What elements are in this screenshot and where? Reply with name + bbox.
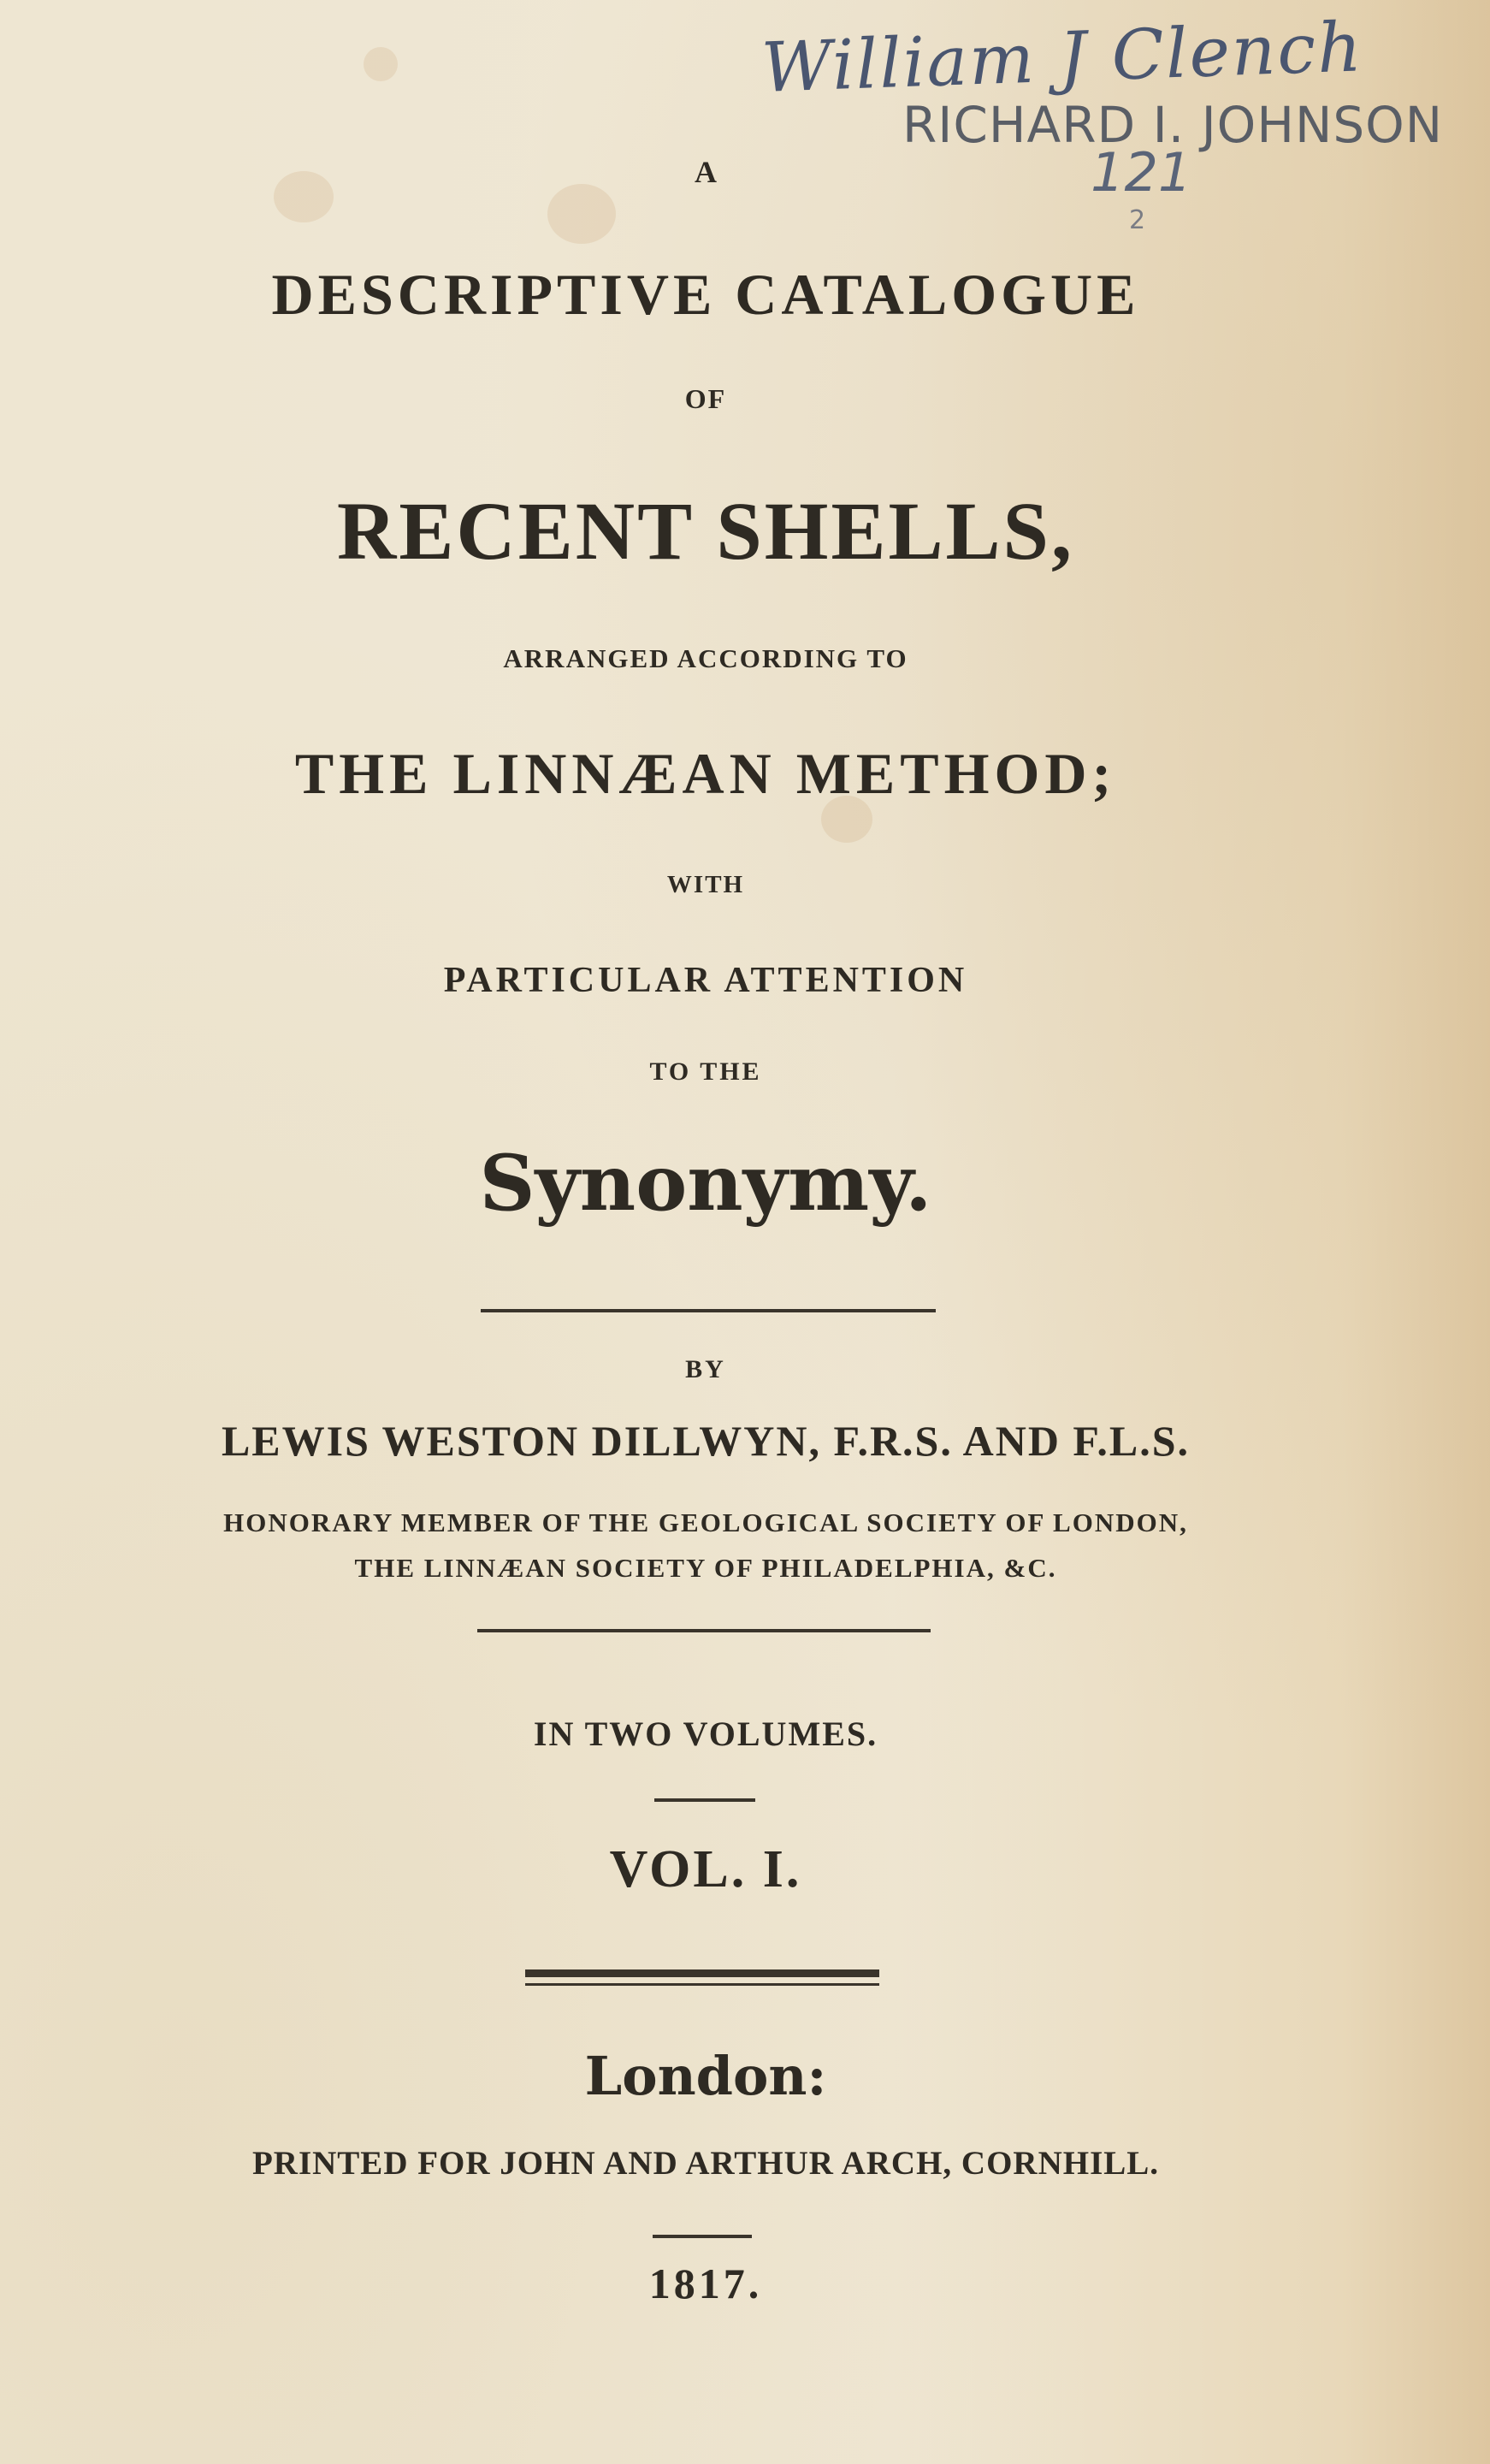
- title-of: OF: [684, 383, 727, 414]
- imprint-printer: PRINTED FOR JOHN AND ARTHUR ARCH, CORNHILL.: [251, 2145, 1160, 2182]
- divider-rule: [654, 1798, 755, 1802]
- title-line-1: DESCRIPTIVE CATALOGUE: [271, 262, 1140, 327]
- shelfmark-subnumber: 2: [1129, 205, 1146, 235]
- author-name: LEWIS WESTON DILLWYN, F.R.S. AND F.L.S.: [221, 1417, 1191, 1465]
- subtitle-particular: PARTICULAR ATTENTION: [443, 961, 968, 1000]
- title-line-2: RECENT SHELLS,: [337, 485, 1074, 577]
- divider-rule: [653, 2235, 752, 2238]
- double-rule: [525, 1969, 879, 1977]
- foxing-stain: [364, 47, 398, 81]
- subtitle-to-the: TO THE: [649, 1057, 762, 1086]
- divider-rule: [481, 1309, 936, 1312]
- foxing-stain: [547, 184, 616, 244]
- author-affiliation-2: THE LINNÆAN SOCIETY OF PHILADELPHIA, &C.: [354, 1553, 1057, 1583]
- imprint-place: London:: [584, 2045, 827, 2107]
- subtitle-method: THE LINNÆAN METHOD;: [294, 741, 1117, 806]
- owner-stamp: RICHARD I. JOHNSON: [902, 96, 1444, 154]
- author-by: BY: [685, 1355, 726, 1383]
- subtitle-synonymy: Synonymy.: [479, 1138, 932, 1229]
- handwritten-signature: William J Clench: [760, 7, 1365, 108]
- title-article: A: [695, 155, 717, 189]
- volume-number: VOL. I.: [609, 1840, 802, 1898]
- subtitle-with: WITH: [666, 871, 745, 898]
- author-affiliation-1: HONORARY MEMBER OF THE GEOLOGICAL SOCIETY OF LONDON,: [223, 1507, 1188, 1537]
- volumes-note: IN TWO VOLUMES.: [533, 1715, 878, 1753]
- shelfmark-number: 121: [1091, 141, 1192, 204]
- divider-rule: [477, 1629, 931, 1632]
- imprint-year: 1817.: [648, 2260, 763, 2307]
- subtitle-arranged: ARRANGED ACCORDING TO: [503, 643, 908, 673]
- double-rule: [525, 1983, 879, 1986]
